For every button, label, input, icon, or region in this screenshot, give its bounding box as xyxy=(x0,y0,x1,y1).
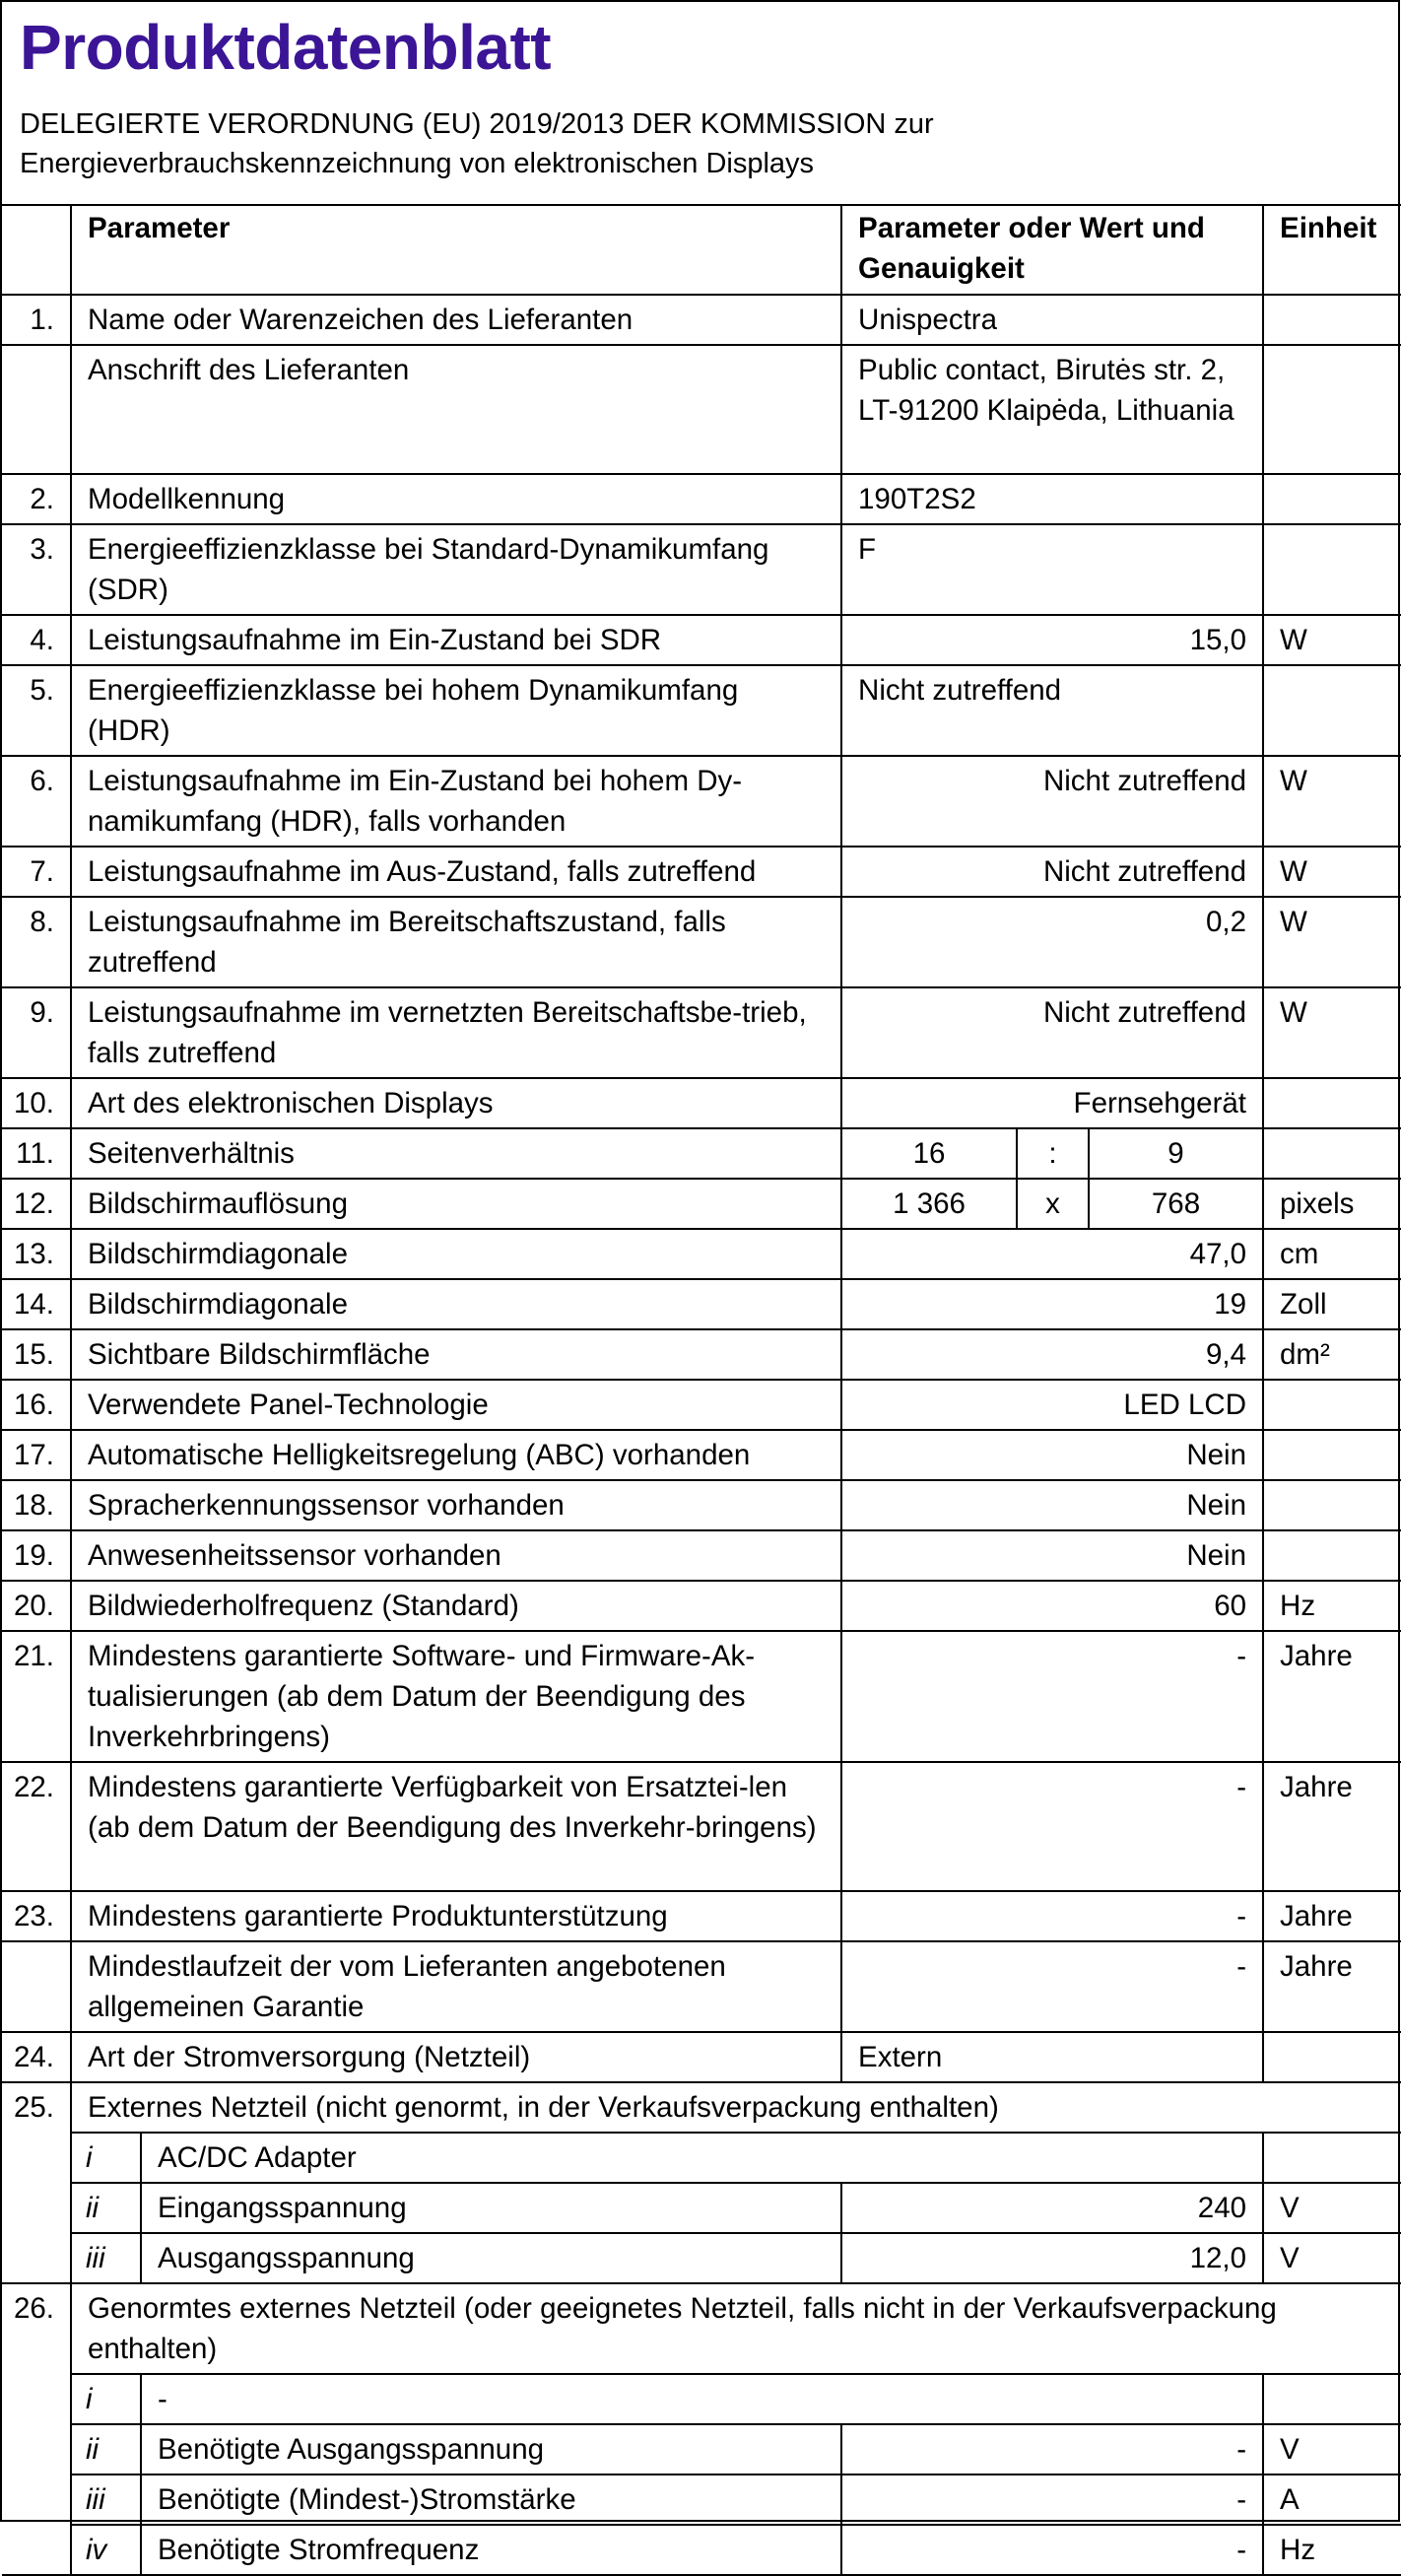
row-value: Nicht zutreffend xyxy=(841,665,1263,756)
row-label: Bildwiederholfrequenz (Standard) xyxy=(71,1581,841,1631)
row-unit: V xyxy=(1263,2183,1401,2233)
row-label: Mindestlaufzeit der vom Lieferanten angebotenen allgemeinen Garantie xyxy=(71,1941,841,2032)
sub-index: ii xyxy=(71,2183,141,2233)
row-unit: W xyxy=(1263,987,1401,1078)
row-unit: Jahre xyxy=(1263,1891,1401,1941)
row-value: - xyxy=(841,1762,1263,1891)
row-value: Nein xyxy=(841,1480,1263,1530)
sub-index: iii xyxy=(71,2474,141,2525)
row-number: 16. xyxy=(2,1380,71,1430)
table-row xyxy=(2,2474,1401,2525)
row-number: 2. xyxy=(2,474,71,524)
row-value: Extern xyxy=(841,2032,1263,2082)
header-value: Parameter oder Wert und Genauigkeit xyxy=(841,204,1263,295)
table-row xyxy=(2,1279,1401,1329)
table-row xyxy=(2,897,1401,987)
row-value: Nein xyxy=(841,1530,1263,1581)
row-number: 4. xyxy=(2,615,71,665)
row-unit xyxy=(1263,2374,1401,2424)
row-value: F xyxy=(841,524,1263,615)
table-row xyxy=(2,1941,1401,2032)
row-label: Mindestens garantierte Verfügbarkeit von Ersatztei-len (ab dem Datum der Beendigung des Inverkehr-bringens) xyxy=(71,1762,841,1891)
row-unit: pixels xyxy=(1263,1179,1401,1229)
row-number: 15. xyxy=(2,1329,71,1380)
row-unit: W xyxy=(1263,756,1401,847)
row-number: 23. xyxy=(2,1891,71,1941)
section-label-external-psu: Externes Netzteil (nicht genormt, in der Verkaufsverpackung enthalten) xyxy=(71,2082,1401,2133)
row-label: Modellkennung xyxy=(71,474,841,524)
table-row xyxy=(2,1762,1401,1891)
row-number: 18. xyxy=(2,1480,71,1530)
row-label: Energieeffizienzklasse bei hohem Dynamikumfang (HDR) xyxy=(71,665,841,756)
table-row xyxy=(2,295,1401,345)
row-label: Art des elektronischen Displays xyxy=(71,1078,841,1128)
row-unit xyxy=(1263,665,1401,756)
row-value: - xyxy=(841,1631,1263,1762)
table-row xyxy=(2,615,1401,665)
row-number: 13. xyxy=(2,1229,71,1279)
row-unit xyxy=(1263,2032,1401,2082)
row-number xyxy=(2,345,71,474)
row-value: - xyxy=(841,2474,1263,2525)
row-unit xyxy=(1263,295,1401,345)
header-number-cell xyxy=(2,204,71,295)
table-row xyxy=(2,1179,1401,1229)
row-unit: W xyxy=(1263,897,1401,987)
row-unit: Hz xyxy=(1263,1581,1401,1631)
row-unit xyxy=(1263,1380,1401,1430)
row-label: Leistungsaufnahme im Aus-Zustand, falls zutreffend xyxy=(71,847,841,897)
sub-index: i xyxy=(71,2374,141,2424)
sub-index: i xyxy=(71,2133,141,2183)
page-title: Produktdatenblatt xyxy=(20,12,552,83)
header-unit: Einheit xyxy=(1263,204,1401,295)
table-row xyxy=(2,2183,1401,2233)
row-unit xyxy=(1263,2133,1401,2183)
row-value: 9,4 xyxy=(841,1329,1263,1380)
row-number: 3. xyxy=(2,524,71,615)
row-value: Nicht zutreffend xyxy=(841,987,1263,1078)
sub-index: iii xyxy=(71,2233,141,2283)
table-row xyxy=(2,1430,1401,1480)
row-unit xyxy=(1263,474,1401,524)
row-value: LED LCD xyxy=(841,1380,1263,1430)
table-row xyxy=(2,1329,1401,1380)
row-unit: Jahre xyxy=(1263,1941,1401,2032)
row-label: AC/DC Adapter xyxy=(141,2133,1263,2183)
table-row xyxy=(2,987,1401,1078)
row-value: 12,0 xyxy=(841,2233,1263,2283)
row-unit xyxy=(1263,1480,1401,1530)
row-value: 240 xyxy=(841,2183,1263,2233)
row-number: 10. xyxy=(2,1078,71,1128)
ratio-width: 16 xyxy=(841,1128,1017,1179)
row-number: 8. xyxy=(2,897,71,987)
row-number: 6. xyxy=(2,756,71,847)
table-row xyxy=(2,524,1401,615)
row-number: 9. xyxy=(2,987,71,1078)
row-label: Automatische Helligkeitsregelung (ABC) vorhanden xyxy=(71,1430,841,1480)
row-number: 1. xyxy=(2,295,71,345)
row-number: 26. xyxy=(2,2283,71,2575)
table-row xyxy=(2,2133,1401,2183)
table-row xyxy=(2,2032,1401,2082)
section-label-standard-psu: Genormtes externes Netzteil (oder geeignetes Netzteil, falls nicht in der Verkaufsverpackung enthalten) xyxy=(71,2283,1401,2374)
row-unit xyxy=(1263,1078,1401,1128)
row-label: Anschrift des Lieferanten xyxy=(71,345,841,474)
row-label: Benötigte Ausgangsspannung xyxy=(141,2424,841,2474)
row-label: Leistungsaufnahme im Ein-Zustand bei hohem Dy-namikumfang (HDR), falls vorhanden xyxy=(71,756,841,847)
row-label: Benötigte (Mindest-)Stromstärke xyxy=(141,2474,841,2525)
row-value: 15,0 xyxy=(841,615,1263,665)
row-unit: V xyxy=(1263,2233,1401,2283)
row-number: 20. xyxy=(2,1581,71,1631)
row-value: Nicht zutreffend xyxy=(841,756,1263,847)
sheet-header xyxy=(2,2,1401,206)
row-unit xyxy=(1263,1128,1401,1179)
row-number: 17. xyxy=(2,1430,71,1480)
row-label: Mindestens garantierte Produktunterstützung xyxy=(71,1891,841,1941)
table-row xyxy=(2,1891,1401,1941)
table-row xyxy=(2,1480,1401,1530)
row-value: Unispectra xyxy=(841,295,1263,345)
row-label: Art der Stromversorgung (Netzteil) xyxy=(71,2032,841,2082)
row-number: 25. xyxy=(2,2082,71,2283)
row-unit: dm² xyxy=(1263,1329,1401,1380)
row-value: - xyxy=(841,2424,1263,2474)
parameter-table xyxy=(2,204,1401,2576)
row-number: 21. xyxy=(2,1631,71,1762)
row-value: 0,2 xyxy=(841,897,1263,987)
row-value: 190T2S2 xyxy=(841,474,1263,524)
row-number xyxy=(2,1941,71,2032)
row-label: Ausgangsspannung xyxy=(141,2233,841,2283)
row-number: 7. xyxy=(2,847,71,897)
ratio-height: 9 xyxy=(1089,1128,1263,1179)
table-row xyxy=(2,2424,1401,2474)
row-unit: Hz xyxy=(1263,2525,1401,2575)
row-label: Eingangsspannung xyxy=(141,2183,841,2233)
resolution-separator: x xyxy=(1017,1179,1089,1229)
row-value: - xyxy=(841,1941,1263,2032)
row-value: 47,0 xyxy=(841,1229,1263,1279)
row-unit: Jahre xyxy=(1263,1631,1401,1762)
row-label: Leistungsaufnahme im Ein-Zustand bei SDR xyxy=(71,615,841,665)
row-label: Bildschirmauflösung xyxy=(71,1179,841,1229)
row-unit: cm xyxy=(1263,1229,1401,1279)
row-value: - xyxy=(841,1891,1263,1941)
row-label: Mindestens garantierte Software- und Firmware-Ak-tualisierungen (ab dem Datum der Beendigung des Inverkehrbringens) xyxy=(71,1631,841,1762)
table-row xyxy=(2,847,1401,897)
row-unit: V xyxy=(1263,2424,1401,2474)
row-number: 12. xyxy=(2,1179,71,1229)
row-unit: A xyxy=(1263,2474,1401,2525)
row-number: 24. xyxy=(2,2032,71,2082)
header-parameter: Parameter xyxy=(71,204,841,295)
row-value: Nicht zutreffend xyxy=(841,847,1263,897)
row-label: Name oder Warenzeichen des Lieferanten xyxy=(71,295,841,345)
row-label: Bildschirmdiagonale xyxy=(71,1279,841,1329)
ratio-separator: : xyxy=(1017,1128,1089,1179)
resolution-width: 1 366 xyxy=(841,1179,1017,1229)
row-label: Spracherkennungssensor vorhanden xyxy=(71,1480,841,1530)
table-row xyxy=(2,2082,1401,2133)
row-value: 60 xyxy=(841,1581,1263,1631)
table-row xyxy=(2,1380,1401,1430)
table-row xyxy=(2,2374,1401,2424)
row-value: - xyxy=(841,2525,1263,2575)
row-unit: W xyxy=(1263,847,1401,897)
row-number: 14. xyxy=(2,1279,71,1329)
table-row xyxy=(2,345,1401,474)
row-unit xyxy=(1263,524,1401,615)
row-label: - xyxy=(141,2374,1263,2424)
table-row xyxy=(2,2233,1401,2283)
sub-index: ii xyxy=(71,2424,141,2474)
table-row xyxy=(2,665,1401,756)
table-row xyxy=(2,756,1401,847)
table-row xyxy=(2,2525,1401,2575)
row-number: 5. xyxy=(2,665,71,756)
row-value: Nein xyxy=(841,1430,1263,1480)
table-row xyxy=(2,1229,1401,1279)
row-value: Public contact, Birutės str. 2, LT-91200 Klaipėda, Lithuania xyxy=(841,345,1263,474)
row-label: Leistungsaufnahme im vernetzten Bereitschaftsbe-trieb, falls zutreffend xyxy=(71,987,841,1078)
table-row xyxy=(2,1128,1401,1179)
row-label: Verwendete Panel-Technologie xyxy=(71,1380,841,1430)
row-unit xyxy=(1263,1430,1401,1480)
row-unit: W xyxy=(1263,615,1401,665)
row-label: Leistungsaufnahme im Bereitschaftszustand, falls zutreffend xyxy=(71,897,841,987)
sub-index: iv xyxy=(71,2525,141,2575)
row-unit xyxy=(1263,345,1401,474)
table-row xyxy=(2,2283,1401,2374)
row-unit: Jahre xyxy=(1263,1762,1401,1891)
regulation-subtitle: DELEGIERTE VERORDNUNG (EU) 2019/2013 DER KOMMISSION zur Energieverbrauchskennzeichnung von elektronischen Displays xyxy=(20,108,934,179)
row-label: Energieeffizienzklasse bei Standard-Dynamikumfang (SDR) xyxy=(71,524,841,615)
table-row xyxy=(2,1581,1401,1631)
row-number: 22. xyxy=(2,1762,71,1891)
table-row xyxy=(2,1078,1401,1128)
row-label: Anwesenheitssensor vorhanden xyxy=(71,1530,841,1581)
row-label: Sichtbare Bildschirmfläche xyxy=(71,1329,841,1380)
table-row xyxy=(2,474,1401,524)
table-header-row xyxy=(2,204,1401,295)
row-value: Fernsehgerät xyxy=(841,1078,1263,1128)
row-label: Seitenverhältnis xyxy=(71,1128,841,1179)
row-label: Benötigte Stromfrequenz xyxy=(141,2525,841,2575)
table-row xyxy=(2,1631,1401,1762)
resolution-height: 768 xyxy=(1089,1179,1263,1229)
table-row xyxy=(2,1530,1401,1581)
row-number: 19. xyxy=(2,1530,71,1581)
row-unit: Zoll xyxy=(1263,1279,1401,1329)
row-value: 19 xyxy=(841,1279,1263,1329)
row-number: 11. xyxy=(2,1128,71,1179)
row-unit xyxy=(1263,1530,1401,1581)
row-label: Bildschirmdiagonale xyxy=(71,1229,841,1279)
